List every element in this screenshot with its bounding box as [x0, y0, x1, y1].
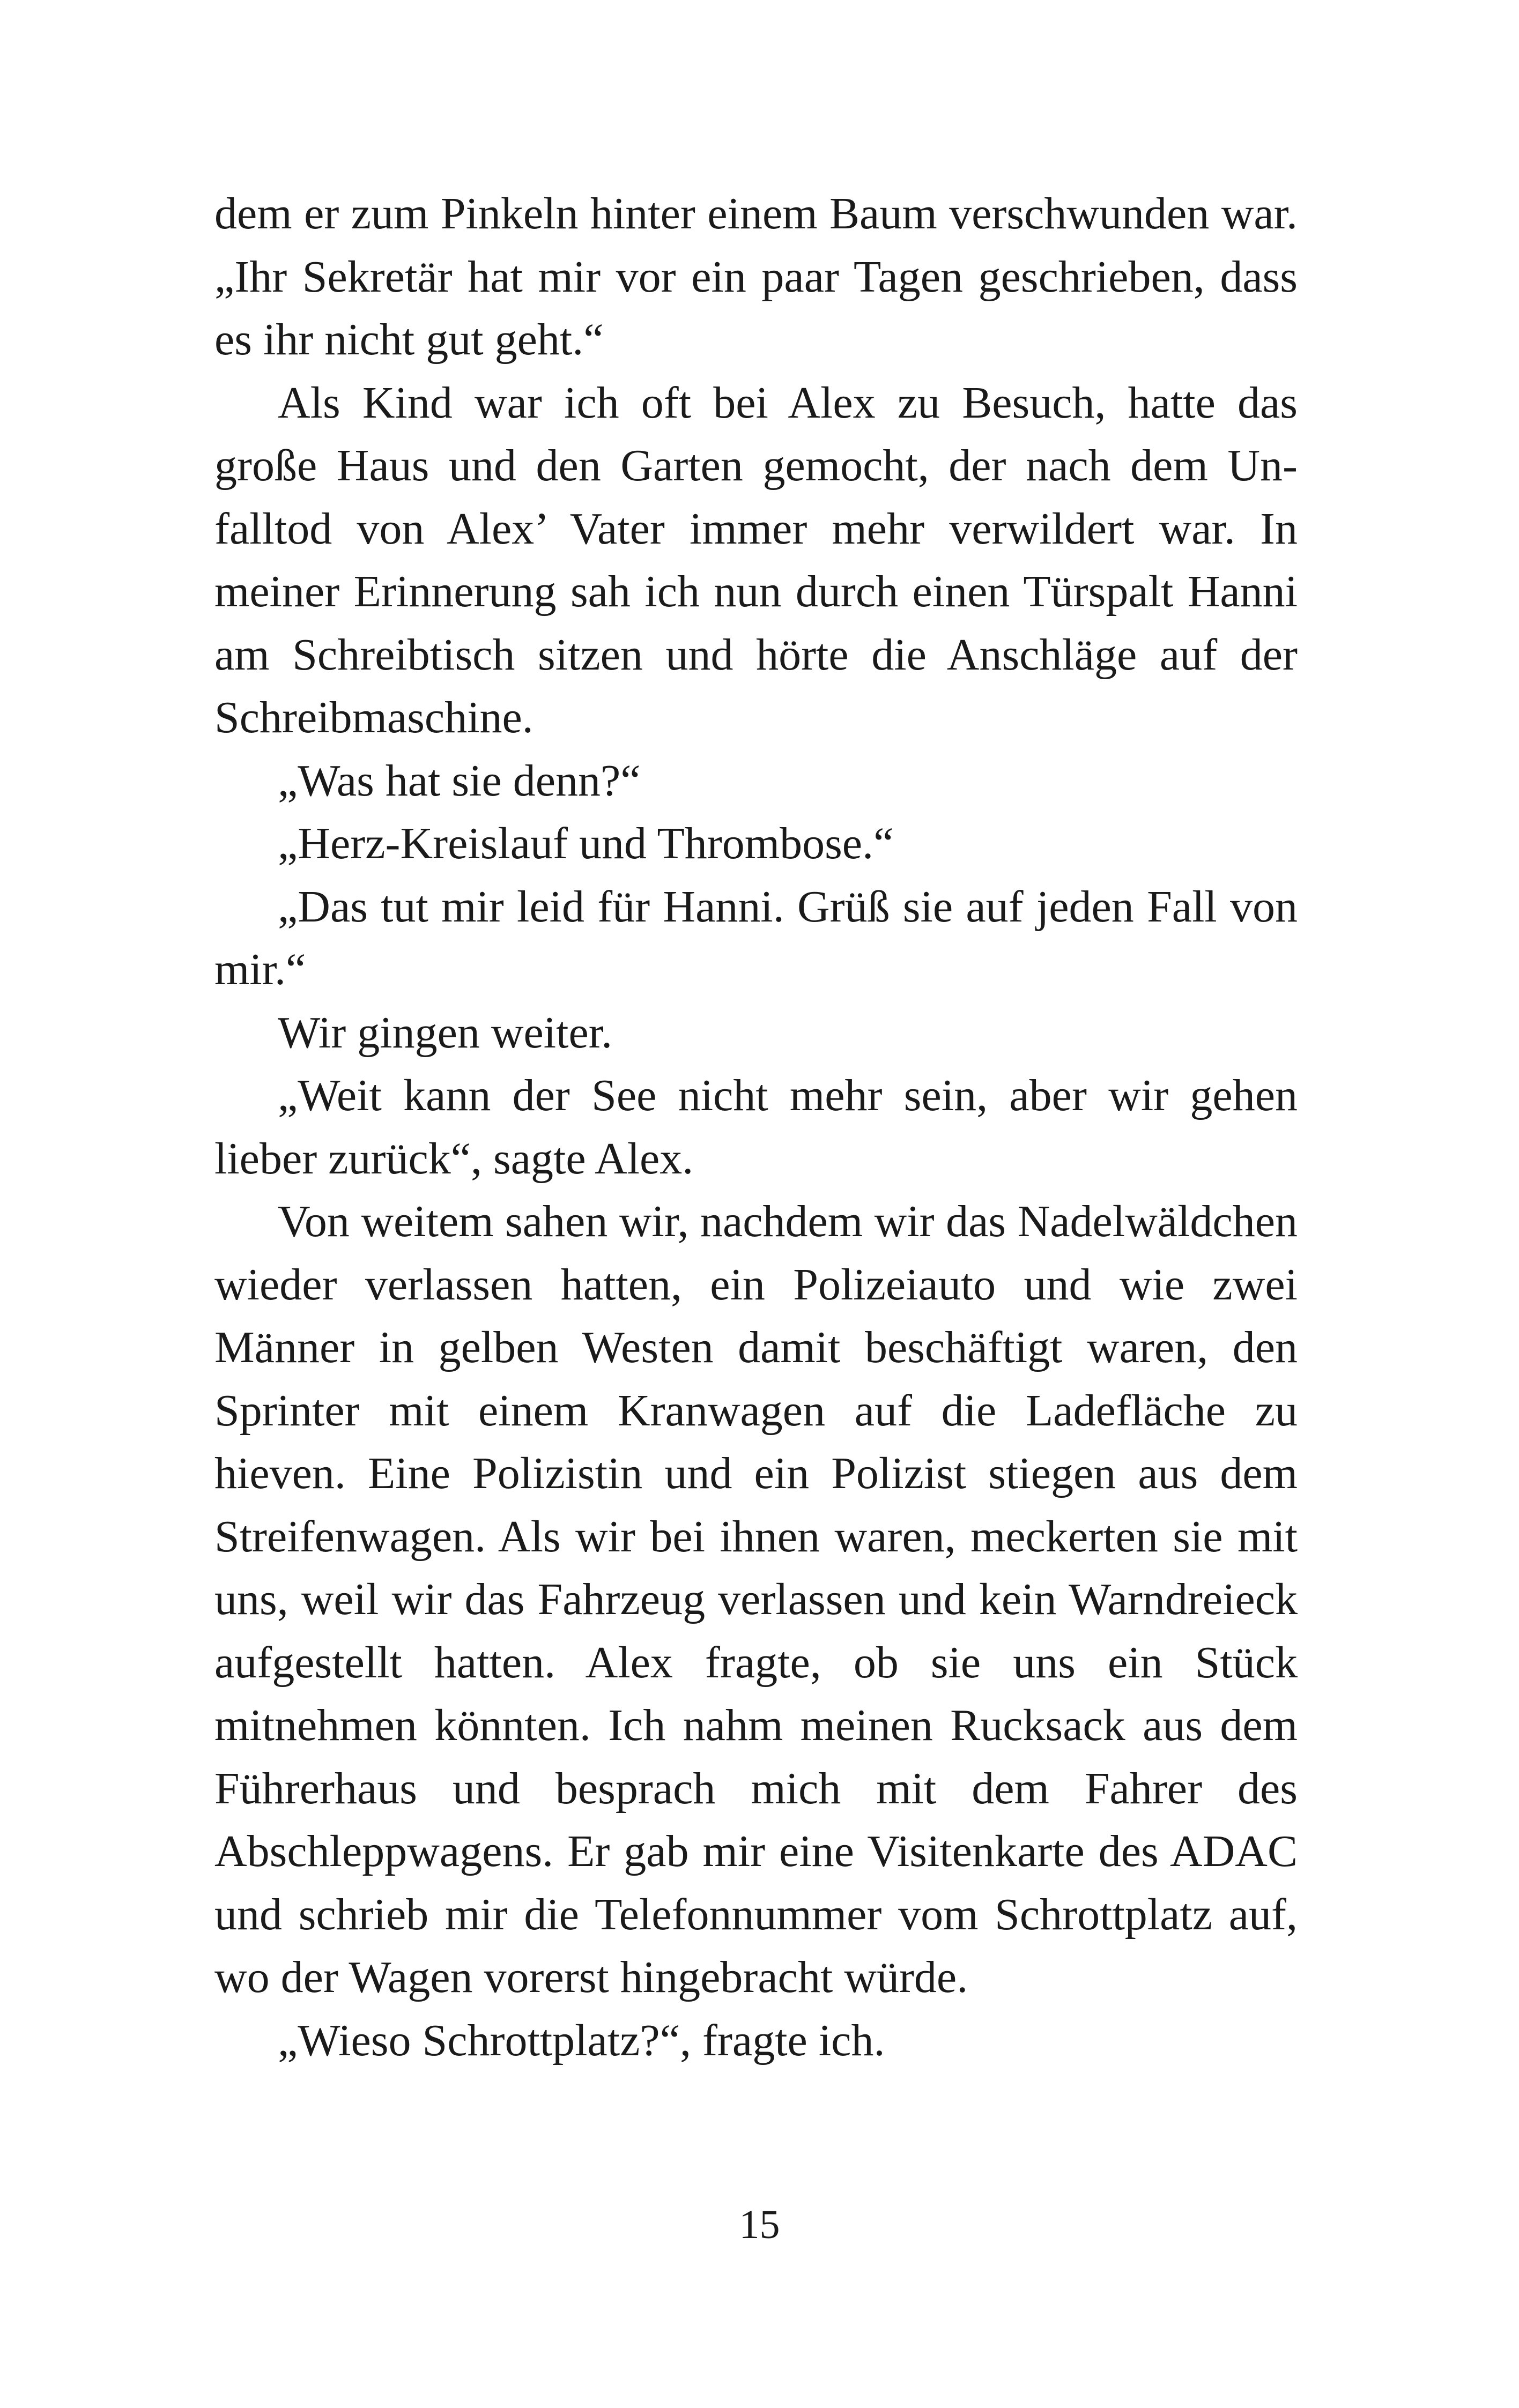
paragraph-8: Von weitem sahen wir, nachdem wir das Nadelwäldchen wieder verlassen hatten, ein Polizeiauto und wie zwei Männer in gelben Westen damit beschäftigt waren, den Sprinter mit einem Kranwagen auf die Ladefläche zu hieven. Eine Polizistin und ein Polizist stiegen aus dem Streifenwagen. Als wir bei ihnen waren, meckerten sie mit uns, weil wir das Fahrzeug verlassen und kein Warndreieck aufgestellt hatten. Alex fragte, ob sie uns ein Stück mitnehmen könnten. Ich nahm meinen Rucksack aus dem Führerhaus und besprach mich mit dem Fahrer des Abschleppwagens. Er gab mir eine Visitenkarte des ADAC und schrieb mir die Telefonnummer vom Schrottplatz auf, wo der Wagen vorerst hingebracht würde. — [214, 1196, 1298, 2002]
paragraph-7: „Weit kann der See nicht mehr sein, aber wir gehen lieber zurück“, sagte Alex. — [214, 1071, 1298, 1184]
page-number: 15 — [739, 2202, 780, 2247]
paragraph-1: dem er zum Pinkeln hinter einem Baum verschwunden war. „Ihr Sekretär hat mir vor ein paar Tagen geschrieben, dass es ihr nicht gut geht.“ — [214, 189, 1298, 365]
paragraph-9: „Wieso Schrottplatz?“, fragte ich. — [278, 2015, 885, 2065]
paragraph-3: „Was hat sie denn?“ — [278, 755, 641, 806]
paragraph-2: Als Kind war ich oft bei Alex zu Besuch, hatte das große Haus und den Garten gemocht, der nach dem Unfalltod von Alex’ Vater immer mehr verwildert war. In meiner Erinnerung sah ich nun durch einen Türspalt Hanni am Schreibtisch sitzen und hörte die Anschläge auf der Schreibmaschine. — [214, 377, 1298, 742]
paragraph-6: Wir gingen weiter. — [278, 1007, 613, 1058]
paragraph-5: „Das tut mir leid für Hanni. Grüß sie auf jeden Fall von mir.“ — [214, 881, 1298, 994]
paragraph-4: „Herz-Kreislauf und Thrombose.“ — [278, 819, 894, 868]
book-page-text — [214, 182, 1298, 2072]
